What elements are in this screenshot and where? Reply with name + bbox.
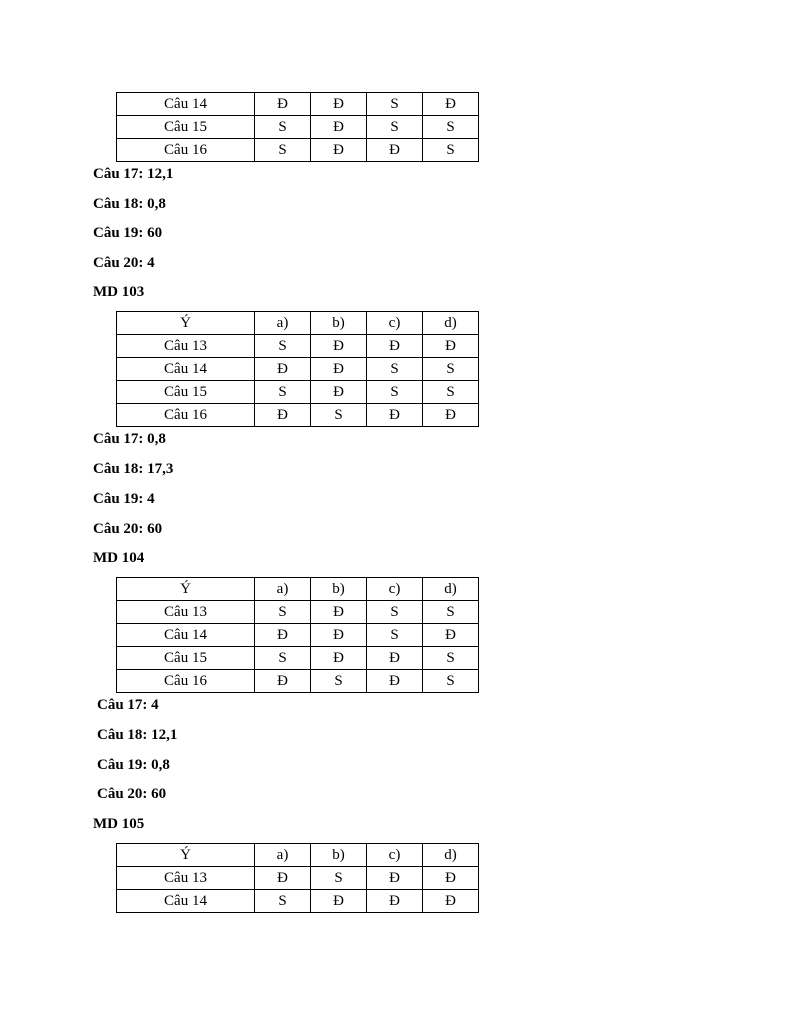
exam-code-heading: MD 105 [93, 816, 145, 832]
table-row [117, 647, 479, 670]
answer-cell-b: Đ [311, 890, 367, 913]
table-row [117, 890, 479, 913]
answer-cell-b: Đ [311, 647, 367, 670]
header-cell: c) [367, 312, 423, 335]
question-label: Câu 16 [117, 404, 255, 427]
question-label: Câu 14 [117, 93, 255, 116]
answer-cell-d: Đ [423, 867, 479, 890]
answer-cell-d: Đ [423, 404, 479, 427]
short-answer-18: Câu 18: 12,1 [97, 727, 178, 743]
header-cell: c) [367, 844, 423, 867]
answer-cell-c: Đ [367, 404, 423, 427]
table-row [117, 867, 479, 890]
answer-table-md104 [116, 577, 479, 693]
answer-cell-d: S [423, 670, 479, 693]
short-answer-19: Câu 19: 0,8 [97, 757, 170, 773]
question-label: Câu 13 [117, 601, 255, 624]
table-row [117, 404, 479, 427]
answer-cell-d: S [423, 358, 479, 381]
short-answer-18: Câu 18: 0,8 [93, 196, 166, 212]
header-cell: b) [311, 578, 367, 601]
short-answer-19: Câu 19: 4 [93, 491, 155, 507]
exam-code-heading: MD 103 [93, 284, 145, 300]
question-label: Câu 14 [117, 890, 255, 913]
answer-cell-a: Đ [255, 404, 311, 427]
answer-cell-c: Đ [367, 335, 423, 358]
answer-cell-b: Đ [311, 335, 367, 358]
answer-cell-c: S [367, 624, 423, 647]
table-header-row [117, 312, 479, 335]
exam-code-heading: MD 104 [93, 550, 145, 566]
answer-cell-a: S [255, 139, 311, 162]
table-row [117, 93, 479, 116]
answer-cell-d: S [423, 601, 479, 624]
question-label: Câu 15 [117, 116, 255, 139]
short-answer-20: Câu 20: 60 [93, 521, 163, 537]
question-label: Câu 14 [117, 358, 255, 381]
answer-cell-c: Đ [367, 647, 423, 670]
answer-cell-d: S [423, 381, 479, 404]
answer-cell-c: S [367, 358, 423, 381]
answer-cell-d: Đ [423, 93, 479, 116]
answer-cell-c: S [367, 116, 423, 139]
answer-cell-b: Đ [311, 93, 367, 116]
answer-cell-c: Đ [367, 867, 423, 890]
header-cell: a) [255, 844, 311, 867]
question-label: Câu 15 [117, 647, 255, 670]
answer-cell-b: Đ [311, 358, 367, 381]
answer-table-md105 [116, 843, 479, 913]
answer-cell-a: Đ [255, 867, 311, 890]
answer-cell-d: Đ [423, 335, 479, 358]
answer-table-continued [116, 92, 479, 162]
answer-cell-c: Đ [367, 670, 423, 693]
answer-cell-b: S [311, 670, 367, 693]
answer-cell-a: S [255, 890, 311, 913]
answer-cell-a: S [255, 601, 311, 624]
answer-cell-a: S [255, 116, 311, 139]
answer-cell-a: Đ [255, 93, 311, 116]
short-answer-20: Câu 20: 4 [93, 255, 155, 271]
short-answer-19: Câu 19: 60 [93, 225, 163, 241]
answer-cell-d: S [423, 647, 479, 670]
answer-cell-a: S [255, 647, 311, 670]
header-cell: Ý [117, 578, 255, 601]
answer-cell-b: Đ [311, 624, 367, 647]
table-row [117, 358, 479, 381]
question-label: Câu 16 [117, 139, 255, 162]
table-row [117, 624, 479, 647]
short-answer-17: Câu 17: 12,1 [93, 166, 174, 182]
header-cell: c) [367, 578, 423, 601]
answer-cell-a: S [255, 335, 311, 358]
short-answer-20: Câu 20: 60 [97, 786, 167, 802]
answer-cell-b: S [311, 867, 367, 890]
table-row [117, 139, 479, 162]
header-cell: d) [423, 578, 479, 601]
header-cell: b) [311, 312, 367, 335]
question-label: Câu 13 [117, 335, 255, 358]
answer-cell-c: S [367, 93, 423, 116]
question-label: Câu 16 [117, 670, 255, 693]
answer-cell-b: Đ [311, 601, 367, 624]
table-header-row [117, 844, 479, 867]
answer-cell-c: S [367, 601, 423, 624]
short-answer-18: Câu 18: 17,3 [93, 461, 174, 477]
answer-cell-b: Đ [311, 139, 367, 162]
header-cell: d) [423, 844, 479, 867]
table-row [117, 335, 479, 358]
answer-cell-c: S [367, 381, 423, 404]
table-row [117, 381, 479, 404]
header-cell: Ý [117, 844, 255, 867]
table-row [117, 601, 479, 624]
table-row [117, 670, 479, 693]
short-answer-17: Câu 17: 4 [97, 697, 159, 713]
question-label: Câu 14 [117, 624, 255, 647]
header-cell: b) [311, 844, 367, 867]
answer-cell-d: S [423, 139, 479, 162]
answer-cell-a: S [255, 381, 311, 404]
answer-cell-d: S [423, 116, 479, 139]
header-cell: a) [255, 312, 311, 335]
table-header-row [117, 578, 479, 601]
answer-cell-b: S [311, 404, 367, 427]
answer-cell-a: Đ [255, 624, 311, 647]
table-row [117, 116, 479, 139]
answer-cell-a: Đ [255, 358, 311, 381]
answer-cell-a: Đ [255, 670, 311, 693]
answer-cell-c: Đ [367, 139, 423, 162]
header-cell: d) [423, 312, 479, 335]
answer-cell-c: Đ [367, 890, 423, 913]
short-answer-17: Câu 17: 0,8 [93, 431, 166, 447]
answer-cell-d: Đ [423, 624, 479, 647]
header-cell: Ý [117, 312, 255, 335]
question-label: Câu 15 [117, 381, 255, 404]
question-label: Câu 13 [117, 867, 255, 890]
answer-cell-b: Đ [311, 381, 367, 404]
answer-cell-d: Đ [423, 890, 479, 913]
header-cell: a) [255, 578, 311, 601]
answer-table-md103 [116, 311, 479, 427]
answer-cell-b: Đ [311, 116, 367, 139]
